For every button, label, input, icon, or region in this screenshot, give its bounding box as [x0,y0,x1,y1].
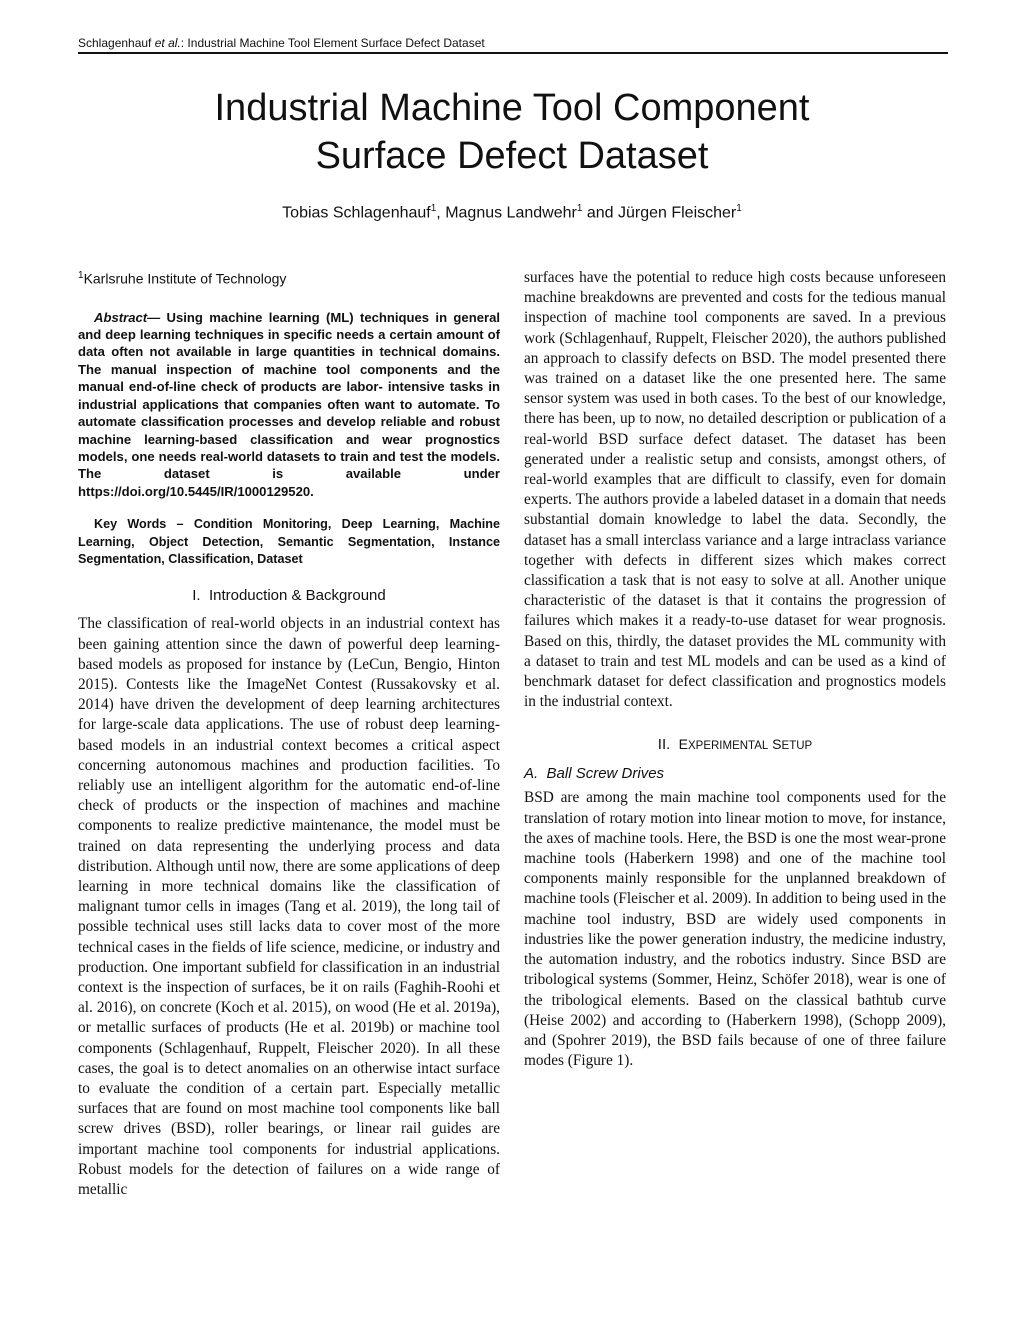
section-2-title-xperimental: XPERIMENTAL [687,740,769,753]
section-1-title: Introduction & Background [208,587,386,605]
author-2: , Magnus Landwehr [436,204,577,222]
author-3-affiliation-mark: 1 [736,203,742,214]
section-1-paragraph: The classification of real-world objects in an industrial context has been gaining attention since the dawn of powerful deep learning-based models as proposed for instance by (LeCun, Bengio, Hinton 2015). Contests like the ImageNet Contest (Russakovsky et al. 2014) have driven the development of deep learning architectures for large-scale data applications. The use of robust deep learning-based models in an industrial context becomes a critical aspect concerning autonomous machines and production facilities. To reliably use an intelligent algorithm for the automatic end-of-line check of products or the inspection of machines and machine components to realize predictive maintenance, the model must be trained on data representing the underlying process and data distribution. Although until now, there are some applications of deep learning in more technical domains like the classification of malignant tumor cells in images (Tang et al. 2019), the long tail of possible technical uses still lacks data to cover most of the more technical cases in the fields of life science, medicine, or industry and production. One important subfield for classification in an industrial context is the inspection of surfaces, be it on rails (Faghih-Roohi et al. 2016), on concrete (Koch et al. 2015), on wood (He et al. 2019a), or metallic surfaces of products (He et al. 2019b) or machine tool components (Schlagenhauf, Ruppelt, Fleischer 2020). In all these cases, the goal is to detect anomalies on an otherwise intact surface to evaluate the condition of a certain part. Especially metallic surfaces that are found on most machine tool components like ball screw drives (BSD), roller bearings, or linear rail guides are important machine tool components for industrial applications. Robust models for the detection of failures on a wide range of metallic [78,615,500,1199]
section-2-title-etup: ETUP [781,740,813,753]
running-head-title: : Industrial Machine Tool Element Surface Defect Dataset [180,36,485,50]
section-2-number: II. [657,736,671,754]
author-2-affiliation-mark: 1 [576,203,583,214]
section-2-heading [524,734,946,756]
paper-title [0,84,1024,180]
keywords: Key Words – Condition Monitoring, Deep Learning, Machine Learning, Object Detection, Semantic Segmentation, Instance Segmentation, Classification, Dataset [78,517,500,566]
author-1-affiliation-mark: 1 [430,203,437,214]
author-1: Tobias Schlagenhauf [282,204,431,222]
author-3: and Jürgen Fleischer [582,204,737,222]
section-1-paragraph-continued: surfaces have the potential to reduce high costs because unforeseen machine breakdowns are prevented and costs for the tedious manual inspection of machine tool components are saved. In a previous work (Schlagenhauf, Ruppelt, Fleischer 2020), the authors published an approach to classify defects on BSD. The model presented there was trained on a dataset like the one presented here. The same sensor system was used in both cases. To the best of our knowledge, there has been, up to now, no detailed description or publication of a real-world BSD surface defect dataset. The dataset has been generated under a realistic setup and consists, amongst others, of real-world examples that are difficult to classify, even for domain experts. The authors provide a labeled dataset in a domain that needs substantial domain knowledge to label the data. Secondly, the dataset has a small interclass variance and a large intraclass variance together with defects in different sizes which makes correct classification a task that is not easy to solve at all. Another unique characteristic of the dataset is that it contains the progression of failures which makes it a ready-to-use dataset for wear prognosis. Based on this, thirdly, the dataset provides the ML community with a dataset to train and test ML models and can be used as a kind of benchmark dataset for defect classification and prognostics models in the industrial context. [524,269,946,711]
paper-title-line-2: Surface Defect Dataset [315,135,709,177]
affiliation-name: Karlsruhe Institute of Technology [83,270,287,287]
running-head-etal: et al. [154,36,181,50]
affiliation [78,266,500,289]
author-list [0,203,1024,222]
left-column [78,266,500,1200]
subsection-a-label: A. [524,765,539,783]
abstract-text: Using machine learning (ML) techniques in general and deep learning techniques in specific needs a certain amount of data often not available in large quantities in technical domains. The manual inspection of machine tool components and the manual end-of-line check of products are labor- intensive tasks in industrial applications that companies often want to automate. To automate classification processes and develop reliable and robust machine learning-based classification and wear prognostics models, one needs real-world datasets to train and test the models. The dataset is available under [78,309,500,482]
section-1-heading [78,586,500,606]
abstract [78,309,500,500]
running-head-author: Schlagenhauf [78,36,152,50]
header-rule [78,52,948,54]
affiliation-mark: 1 [78,270,84,281]
subsection-a-title: Ball Screw Drives [546,765,665,783]
subsection-a-paragraph: BSD are among the main machine tool components used for the translation of rotary motion into linear motion to move, for instance, the axes of machine tools. Here, the BSD is one the most wear-prone machine tools (Haberkern 1998) and one of the machine tool components mainly responsible for the unplanned breakdown of machine tools (Fleischer et al. 2009). In addition to being used in the machine tool industry, BSD are widely used components in industries like the power generation industry, the medicine industry, the automation industry, and the robotics industry. Since BSD are tribological systems (Sommer, Heinz, Schöfer 2018), wear is one of the tribological elements. Based on the classical bathtub curve (Heise 2002) and according to (Haberkern 1998), (Schopp 2009), and (Spohrer 2019), the BSD fails because of one of three failure modes (Figure 1). [524,789,946,1070]
section-2-title-initial-s: S [768,736,782,753]
right-column [524,268,946,1071]
running-head [78,36,485,50]
subsection-a-heading [524,764,946,784]
abstract-label: Abstract— [94,309,161,325]
section-2-title-initial-e: E [678,736,688,753]
dataset-doi-link[interactable]: https://doi.org/10.5445/IR/1000129520. [78,483,314,499]
section-1-number: I. [192,587,201,605]
paper-title-line-1: Industrial Machine Tool Component [214,87,810,129]
